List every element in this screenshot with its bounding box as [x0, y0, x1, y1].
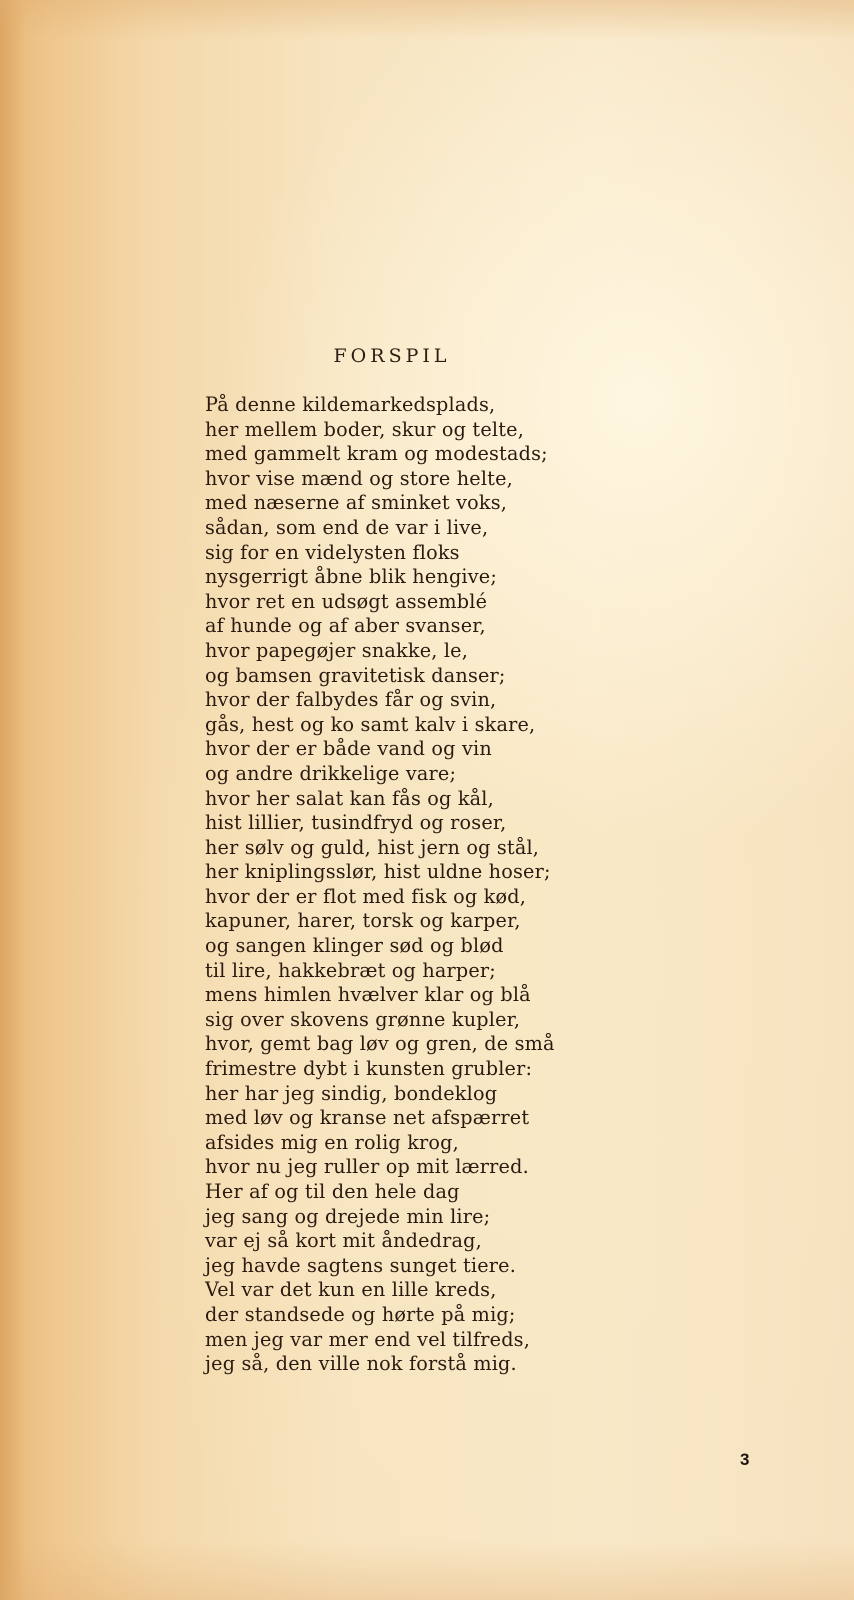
page-edge-shading [0, 0, 26, 1600]
poem-line: hvor papegøjer snakke, le, [205, 638, 469, 662]
poem-line: men jeg var mer end vel tilfreds, [205, 1327, 531, 1351]
poem-line: med løv og kranse net afspærret [205, 1106, 530, 1130]
poem-line: til lire, hakkebræt og harper; [205, 958, 496, 982]
page-bottom-shading [0, 1540, 854, 1600]
poem-line: Her af og til den hele dag [205, 1180, 460, 1203]
poem-line: Vel var det kun en lille kreds, [205, 1278, 497, 1302]
poem-line: her har jeg sindig, bondeklog [205, 1081, 498, 1105]
poem-line: her mellem boder, skur og telte, [205, 417, 524, 441]
poem-line: og andre drikkelige vare; [205, 761, 457, 785]
poem-line: hist lillier, tusindfryd og roser, [205, 811, 507, 835]
poem-line: af hunde og af aber svanser, [205, 614, 486, 638]
poem-line: hvor der falbydes får og svin, [205, 688, 497, 712]
poem-line: hvor der er både vand og vin [205, 737, 492, 761]
poem-line: jeg sang og drejede min lire; [205, 1204, 491, 1228]
poem-line: afsides mig en rolig krog, [205, 1130, 459, 1154]
poem-line: gås, hest og ko samt kalv i skare, [205, 712, 536, 736]
poem-line: hvor nu jeg ruller op mit lærred. [205, 1155, 529, 1179]
poem-line: mens himlen hvælver klar og blå [205, 983, 531, 1007]
poem-line: og sangen klinger sød og blød [205, 934, 504, 958]
poem-title: FORSPIL [333, 345, 451, 367]
poem-line: hvor vise mænd og store helte, [205, 466, 513, 490]
poem-line: hvor der er flot med fisk og kød, [205, 884, 526, 908]
poem-line: hvor ret en udsøgt assemblé [205, 589, 488, 613]
page-top-shading [0, 0, 854, 40]
poem-line: her kniplingsslør, hist uldne hoser; [205, 860, 551, 884]
page-number: 3 [740, 1450, 750, 1469]
poem-line: der standsede og hørte på mig; [205, 1302, 516, 1326]
poem-line: kapuner, harer, torsk og karper, [205, 909, 521, 933]
poem-line: med næserne af sminket voks, [205, 491, 508, 515]
poem-line: nysgerrigt åbne blik hengive; [205, 565, 498, 589]
poem-line: var ej så kort mit åndedrag, [205, 1229, 482, 1253]
poem-line: sig over skovens grønne kupler, [205, 1007, 521, 1031]
poem-line: frimestre dybt i kunsten grubler: [205, 1057, 533, 1081]
poem-line: jeg havde sagtens sunget tiere. [205, 1253, 517, 1277]
poem-line: hvor, gemt bag løv og gren, de små [205, 1032, 555, 1056]
poem-line: med gammelt kram og modestads; [205, 442, 548, 466]
poem-line: sådan, som end de var i live, [205, 515, 489, 539]
poem-line: sig for en videlysten floks [205, 540, 460, 564]
poem-line: hvor her salat kan fås og kål, [205, 786, 494, 810]
poem-line: og bamsen gravitetisk danser; [205, 663, 506, 687]
poem-line: jeg så, den ville nok forstå mig. [205, 1352, 517, 1376]
poem-body [205, 393, 555, 1377]
poem-line: På denne kildemarkedsplads, [205, 393, 496, 416]
poem-line: her sølv og guld, hist jern og stål, [205, 835, 540, 859]
